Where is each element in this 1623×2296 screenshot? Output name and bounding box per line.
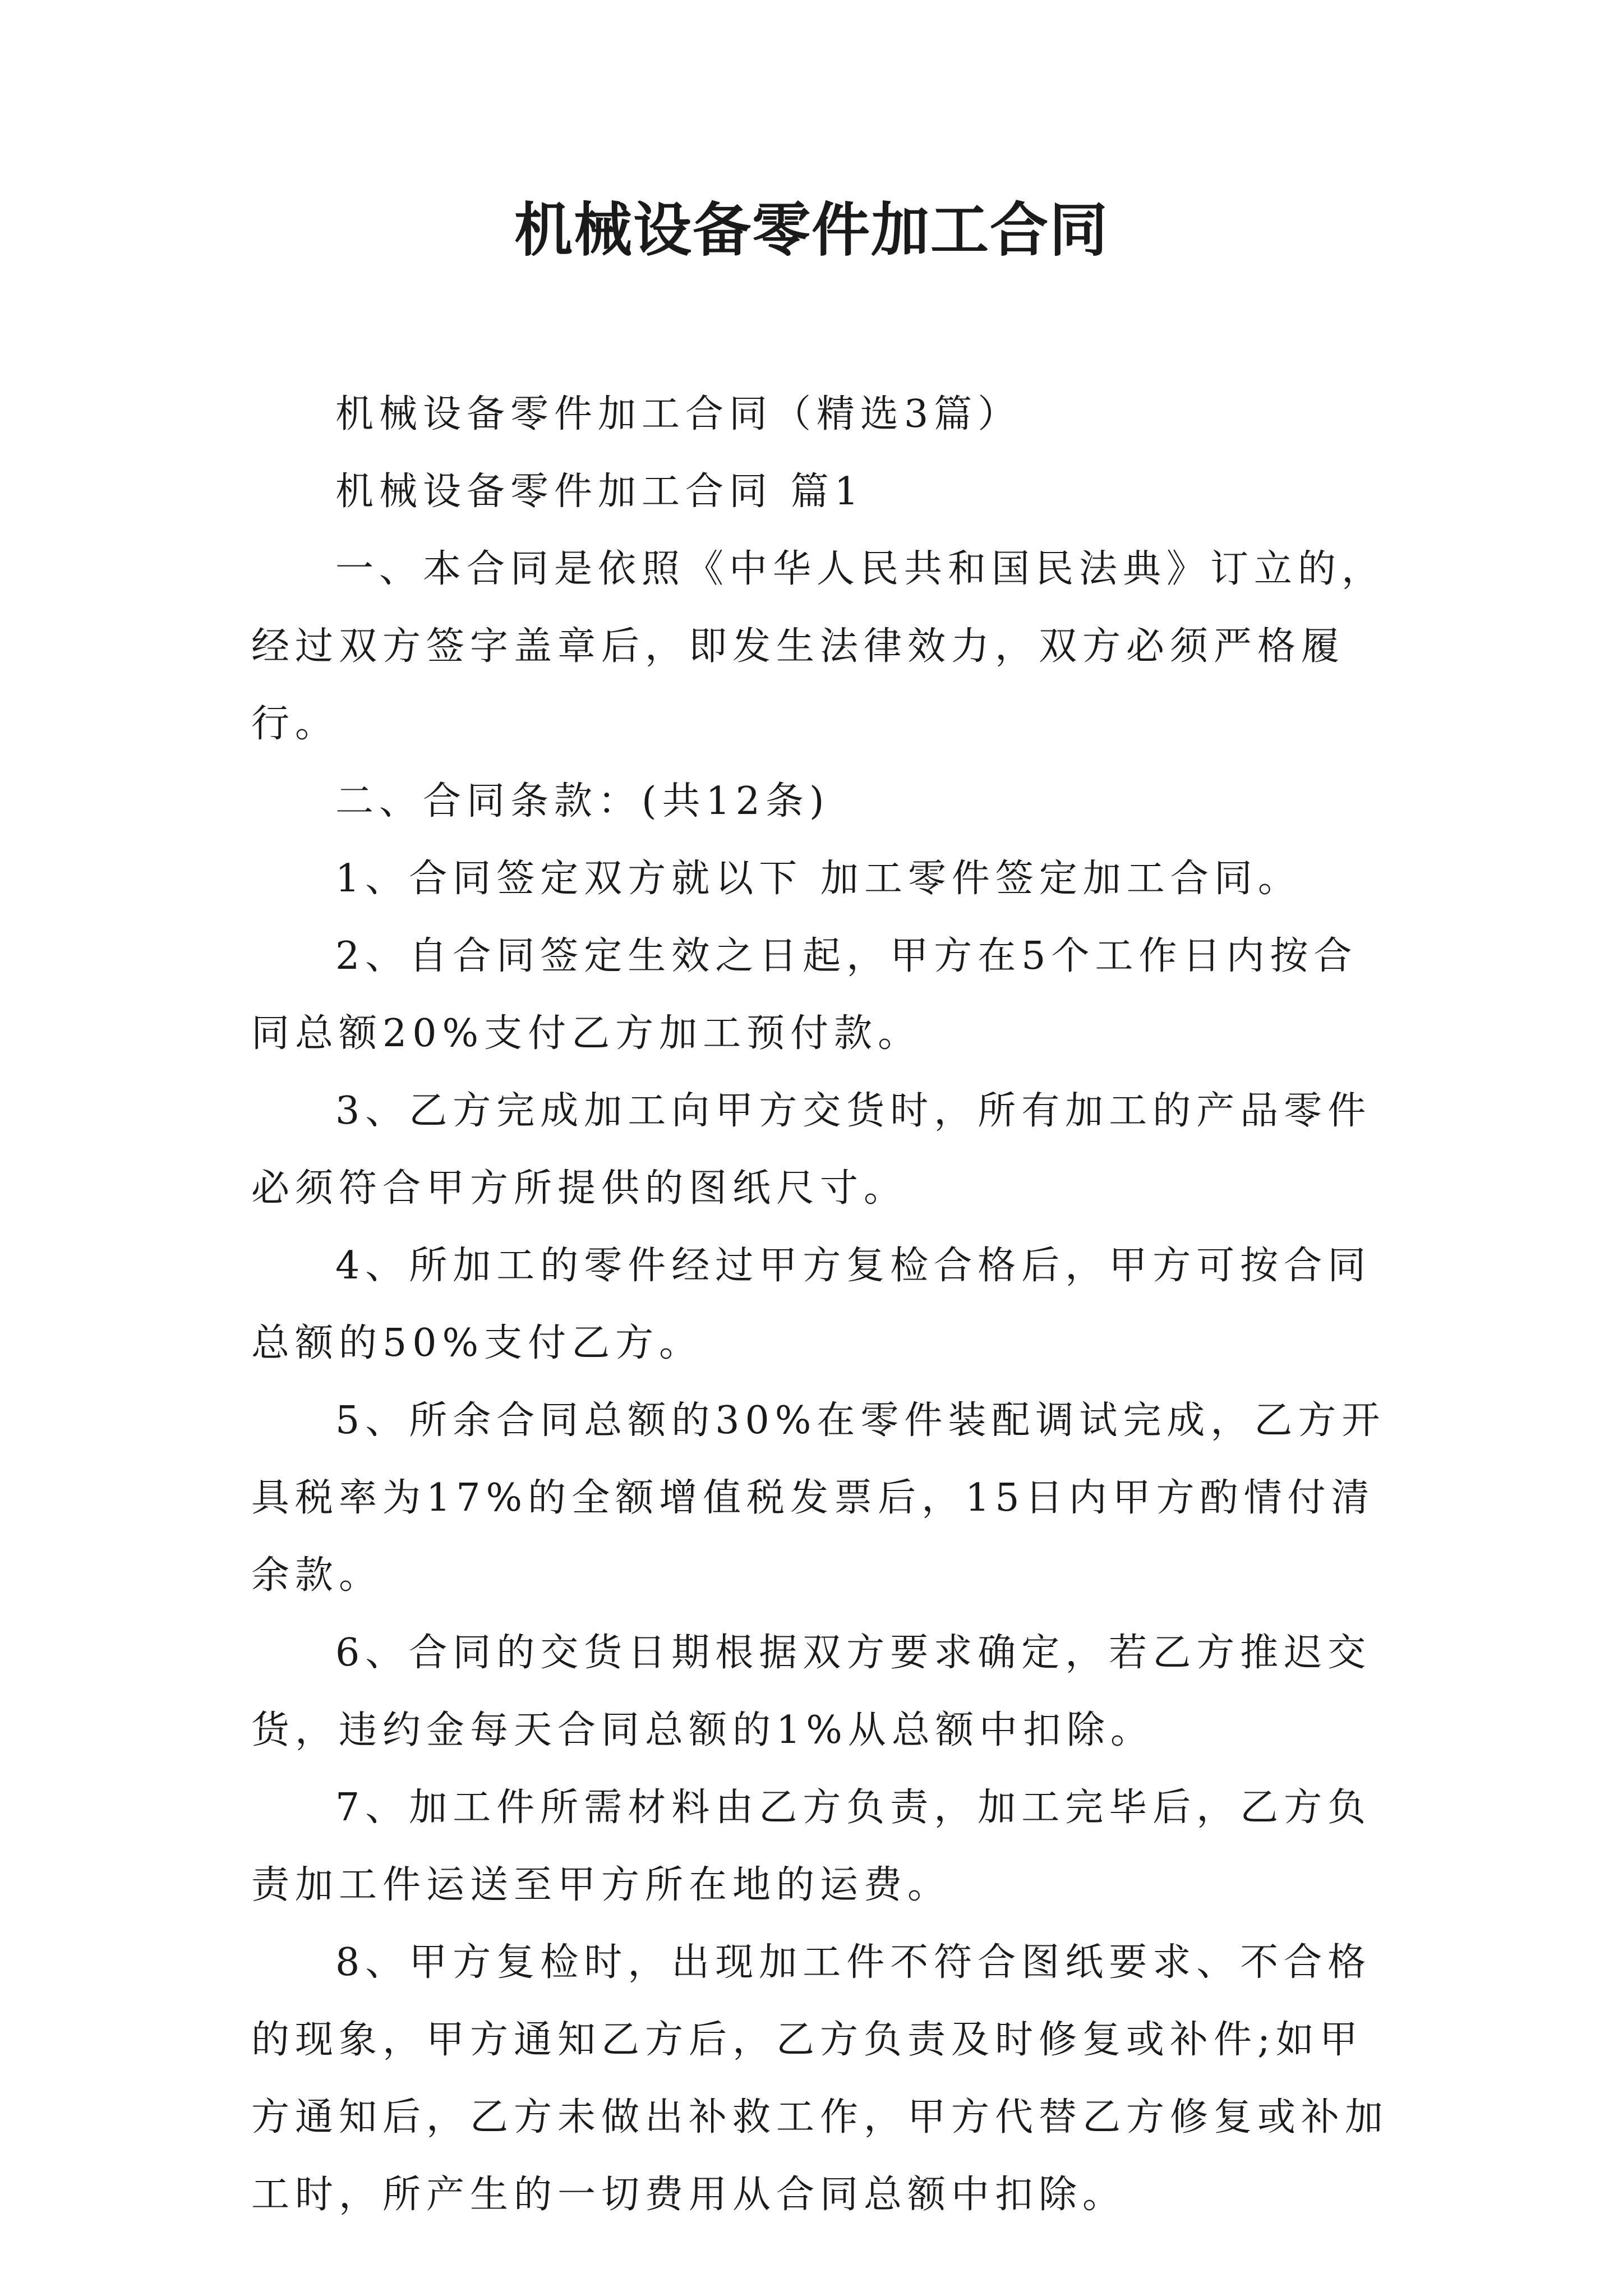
clause-item: 2、自合同签定生效之日起，甲方在5个工作日内按合同总额20%支付乙方加工预付款。 (251, 934, 1358, 1056)
section-heading: 机械设备零件加工合同 篇1 (335, 470, 864, 514)
clause-item: 1、合同签定双方就以下 加工零件签定加工合同。 (335, 857, 1302, 901)
document-title: 机械设备零件加工合同 (514, 195, 1109, 264)
clause-item: 7、加工件所需材料由乙方负责，加工完毕后，乙方负责加工件运送至甲方所在地的运费。 (251, 1786, 1372, 1907)
clause-item: 3、乙方完成加工向甲方交货时，所有加工的产品零件必须符合甲方所提供的图纸尺寸。 (251, 1089, 1372, 1211)
clause-item: 8、甲方复检时，出现加工件不符合图纸要求、不合格的现象，甲方通知乙方后，乙方负责及时修复或补件;如甲方通知后，乙方未做出补救工作，甲方代替乙方修复或补加工时，所产生的一切费用从合同总额中扣除。 (251, 1940, 1389, 2217)
clause-paragraph: 二、合同条款：(共12条) (335, 779, 830, 823)
subtitle-selected: 机械设备零件加工合同（精选3篇） (335, 392, 1022, 436)
clause-paragraph: 一、本合同是依照《中华人民共和国民法典》订立的，经过双方签字盖章后，即发生法律效力，双方必须严格履行。 (251, 547, 1386, 746)
clause-item: 6、合同的交货日期根据双方要求确定，若乙方推迟交货，违约金每天合同总额的1%从总额中扣除。 (251, 1631, 1372, 1752)
clause-item: 5、所余合同总额的30%在零件装配调试完成，乙方开具税率为17%的全额增值税发票后，15日内甲方酌情付清余款。 (251, 1398, 1386, 1598)
clause-item: 4、所加工的零件经过甲方复检合格后，甲方可按合同总额的50%支付乙方。 (251, 1244, 1372, 1365)
document-body (251, 376, 1395, 2234)
